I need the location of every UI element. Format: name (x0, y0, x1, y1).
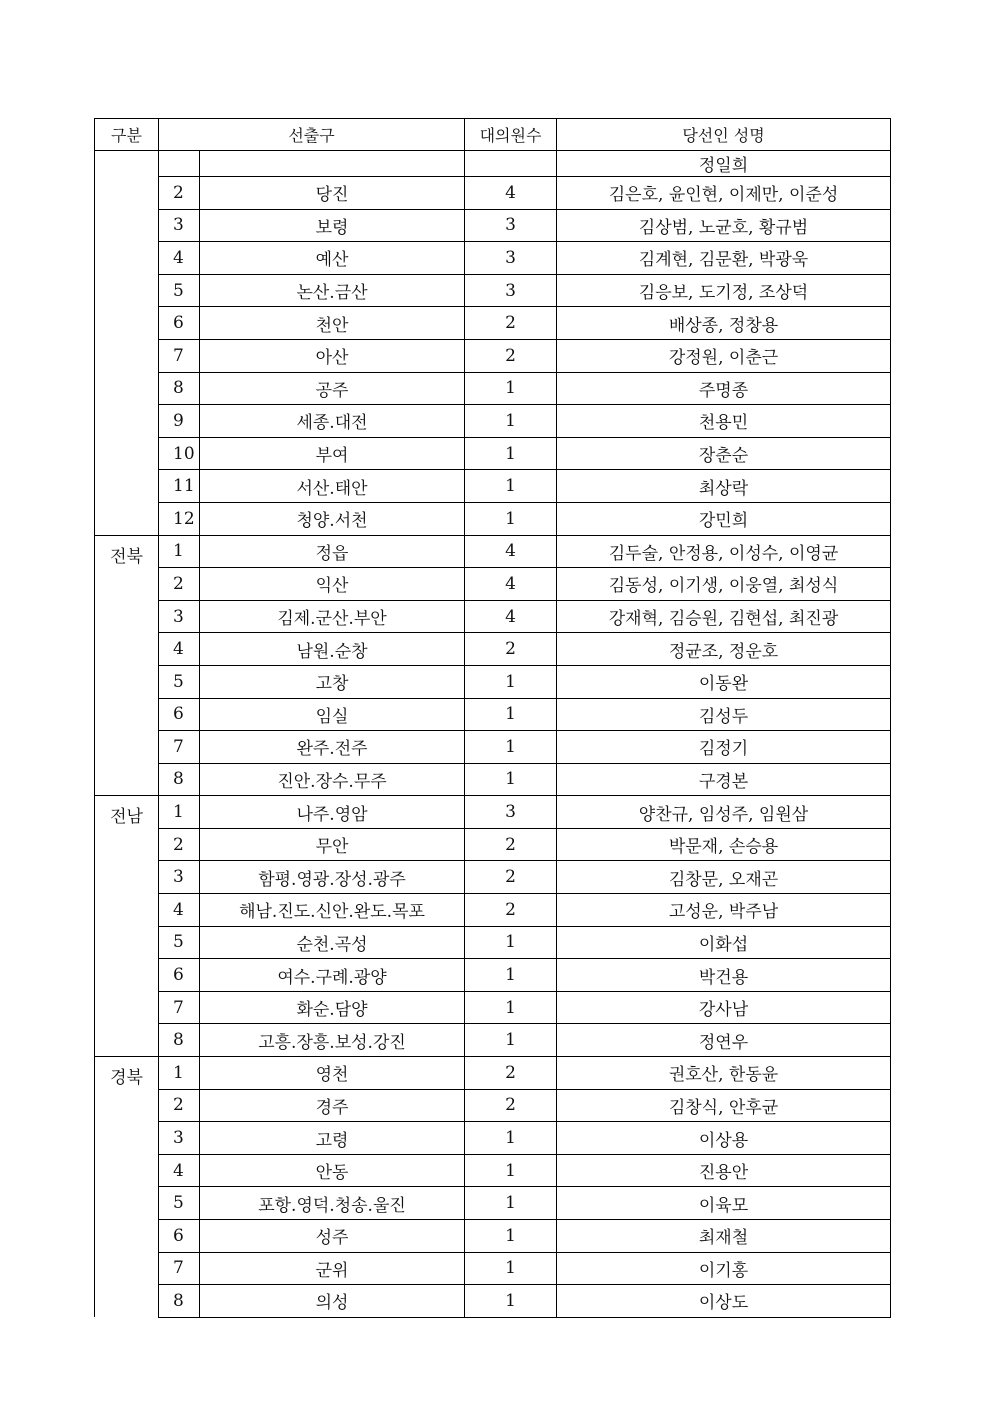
delegate-count-cell: 1 (465, 959, 557, 992)
table-row (95, 470, 891, 503)
header-count: 대의원수 (465, 119, 557, 151)
header-district: 선출구 (159, 119, 465, 151)
row-number-cell: 7 (159, 339, 200, 372)
delegate-count-cell: 3 (465, 274, 557, 307)
table-row (95, 1089, 891, 1122)
delegate-count-cell: 1 (465, 698, 557, 731)
delegate-count-cell: 4 (465, 177, 557, 210)
row-number-cell: 6 (159, 1220, 200, 1253)
elected-names-cell: 이상도 (557, 1285, 891, 1318)
elected-names-cell: 김창문, 오재곤 (557, 861, 891, 894)
region-cell (95, 151, 159, 536)
district-cell: 여수.구례.광양 (200, 959, 465, 992)
district-cell: 아산 (200, 339, 465, 372)
district-cell: 나주.영암 (200, 796, 465, 829)
elected-names-cell: 이기홍 (557, 1252, 891, 1285)
row-number-cell: 8 (159, 763, 200, 796)
delegate-count-cell: 1 (465, 926, 557, 959)
row-number-cell: 11 (159, 470, 200, 503)
delegate-count-cell: 3 (465, 242, 557, 275)
delegate-count-cell: 4 (465, 535, 557, 568)
district-cell: 당진 (200, 177, 465, 210)
district-cell: 세종.대전 (200, 405, 465, 438)
elected-names-cell: 강재혁, 김승원, 김현섭, 최진광 (557, 600, 891, 633)
row-number-cell: 4 (159, 242, 200, 275)
district-cell: 김제.군산.부안 (200, 600, 465, 633)
table-row (95, 665, 891, 698)
district-cell: 진안.장수.무주 (200, 763, 465, 796)
table-row (95, 1024, 891, 1057)
elected-names-cell: 구경본 (557, 763, 891, 796)
table-row (95, 405, 891, 438)
row-number-cell: 6 (159, 307, 200, 340)
table-row (95, 600, 891, 633)
elected-names-cell: 김정기 (557, 731, 891, 764)
district-cell: 고흥.장흥.보성.강진 (200, 1024, 465, 1057)
elected-names-cell: 양찬규, 임성주, 임원삼 (557, 796, 891, 829)
elected-names-cell: 배상종, 정창용 (557, 307, 891, 340)
table-row (95, 991, 891, 1024)
delegate-count-cell: 2 (465, 1089, 557, 1122)
row-number-cell: 2 (159, 1089, 200, 1122)
elected-names-cell: 정일희 (557, 151, 891, 177)
table-row (95, 1285, 891, 1318)
district-cell: 보령 (200, 209, 465, 242)
elected-names-cell: 이화섭 (557, 926, 891, 959)
table-row (95, 796, 891, 829)
table-row (95, 763, 891, 796)
elected-names-cell: 최재철 (557, 1220, 891, 1253)
district-cell: 임실 (200, 698, 465, 731)
table-row (95, 177, 891, 210)
district-cell: 경주 (200, 1089, 465, 1122)
row-number-cell: 3 (159, 861, 200, 894)
delegate-count-cell: 1 (465, 731, 557, 764)
elected-names-cell: 천용민 (557, 405, 891, 438)
district-cell: 순천.곡성 (200, 926, 465, 959)
delegate-count-cell: 1 (465, 437, 557, 470)
delegate-count-cell: 2 (465, 633, 557, 666)
district-cell: 부여 (200, 437, 465, 470)
district-cell: 함평.영광.장성.광주 (200, 861, 465, 894)
delegate-count-cell: 1 (465, 405, 557, 438)
table-row (95, 731, 891, 764)
row-number-cell: 10 (159, 437, 200, 470)
elected-names-cell: 권호산, 한동윤 (557, 1057, 891, 1090)
delegate-count-cell: 2 (465, 894, 557, 927)
table-row (95, 894, 891, 927)
elected-names-cell: 김상범, 노균호, 황규범 (557, 209, 891, 242)
row-number-cell: 12 (159, 502, 200, 535)
delegate-count-cell: 2 (465, 861, 557, 894)
table-row (95, 151, 891, 177)
elected-names-cell: 주명종 (557, 372, 891, 405)
delegate-table (94, 118, 891, 1318)
district-cell: 논산.금산 (200, 274, 465, 307)
delegate-count-cell: 1 (465, 502, 557, 535)
elected-names-cell: 진용안 (557, 1154, 891, 1187)
delegate-count-cell: 4 (465, 568, 557, 601)
row-number-cell: 8 (159, 1285, 200, 1318)
delegate-count-cell: 1 (465, 1154, 557, 1187)
delegate-count-cell: 1 (465, 470, 557, 503)
district-cell: 공주 (200, 372, 465, 405)
delegate-count-cell: 4 (465, 600, 557, 633)
header-row (95, 119, 891, 151)
delegate-count-cell: 1 (465, 372, 557, 405)
district-cell: 서산.태안 (200, 470, 465, 503)
elected-names-cell: 강사남 (557, 991, 891, 1024)
table-row (95, 274, 891, 307)
district-cell: 무안 (200, 828, 465, 861)
row-number-cell: 8 (159, 1024, 200, 1057)
row-number-cell: 3 (159, 209, 200, 242)
delegate-count-cell: 2 (465, 307, 557, 340)
elected-names-cell: 이동완 (557, 665, 891, 698)
elected-names-cell: 장춘순 (557, 437, 891, 470)
region-cell: 전남 (95, 796, 159, 1057)
row-number-cell: 4 (159, 633, 200, 666)
delegate-count-cell: 1 (465, 763, 557, 796)
row-number-cell: 8 (159, 372, 200, 405)
elected-names-cell: 김응보, 도기정, 조상덕 (557, 274, 891, 307)
delegate-count-cell: 3 (465, 209, 557, 242)
delegate-count-cell: 1 (465, 1220, 557, 1253)
table-row (95, 1154, 891, 1187)
row-number-cell: 6 (159, 698, 200, 731)
district-cell: 군위 (200, 1252, 465, 1285)
elected-names-cell: 김두술, 안정용, 이성수, 이영균 (557, 535, 891, 568)
table-row (95, 209, 891, 242)
header-names: 당선인 성명 (557, 119, 891, 151)
district-cell: 익산 (200, 568, 465, 601)
district-cell (200, 151, 465, 177)
elected-names-cell: 고성운, 박주남 (557, 894, 891, 927)
table-body (95, 151, 891, 1318)
district-cell: 성주 (200, 1220, 465, 1253)
district-cell: 영천 (200, 1057, 465, 1090)
delegate-count-cell: 1 (465, 1285, 557, 1318)
row-number-cell: 7 (159, 991, 200, 1024)
elected-names-cell: 정균조, 정운호 (557, 633, 891, 666)
delegate-count-cell: 2 (465, 339, 557, 372)
elected-names-cell: 이육모 (557, 1187, 891, 1220)
table-row (95, 535, 891, 568)
table-row (95, 926, 891, 959)
district-cell: 남원.순창 (200, 633, 465, 666)
elected-names-cell: 박문재, 손승용 (557, 828, 891, 861)
elected-names-cell: 강정원, 이춘근 (557, 339, 891, 372)
delegate-count-cell: 1 (465, 1122, 557, 1155)
delegate-count-cell: 2 (465, 828, 557, 861)
table-row (95, 307, 891, 340)
delegate-count-cell: 1 (465, 1024, 557, 1057)
row-number-cell (159, 151, 200, 177)
row-number-cell: 7 (159, 1252, 200, 1285)
row-number-cell: 1 (159, 1057, 200, 1090)
row-number-cell: 5 (159, 1187, 200, 1220)
table-row (95, 828, 891, 861)
row-number-cell: 1 (159, 535, 200, 568)
elected-names-cell: 최상락 (557, 470, 891, 503)
elected-names-cell: 김성두 (557, 698, 891, 731)
district-cell: 고령 (200, 1122, 465, 1155)
row-number-cell: 1 (159, 796, 200, 829)
district-cell: 천안 (200, 307, 465, 340)
elected-names-cell: 이상용 (557, 1122, 891, 1155)
district-cell: 의성 (200, 1285, 465, 1318)
table-row (95, 372, 891, 405)
row-number-cell: 6 (159, 959, 200, 992)
delegate-count-cell: 1 (465, 1252, 557, 1285)
region-cell: 경북 (95, 1057, 159, 1318)
elected-names-cell: 강민희 (557, 502, 891, 535)
row-number-cell: 4 (159, 894, 200, 927)
elected-names-cell: 김은호, 윤인현, 이제만, 이준성 (557, 177, 891, 210)
row-number-cell: 2 (159, 568, 200, 601)
table-row (95, 861, 891, 894)
table-row (95, 437, 891, 470)
district-cell: 화순.담양 (200, 991, 465, 1024)
district-cell: 완주.전주 (200, 731, 465, 764)
row-number-cell: 3 (159, 600, 200, 633)
row-number-cell: 3 (159, 1122, 200, 1155)
delegate-count-cell: 2 (465, 1057, 557, 1090)
table-row (95, 568, 891, 601)
region-cell: 전북 (95, 535, 159, 796)
row-number-cell: 4 (159, 1154, 200, 1187)
row-number-cell: 2 (159, 828, 200, 861)
row-number-cell: 7 (159, 731, 200, 764)
district-cell: 정읍 (200, 535, 465, 568)
table-row (95, 242, 891, 275)
elected-names-cell: 정연우 (557, 1024, 891, 1057)
district-cell: 청양.서천 (200, 502, 465, 535)
table-row (95, 502, 891, 535)
elected-names-cell: 박건용 (557, 959, 891, 992)
district-cell: 예산 (200, 242, 465, 275)
delegate-count-cell: 1 (465, 665, 557, 698)
elected-names-cell: 김동성, 이기생, 이웅열, 최성식 (557, 568, 891, 601)
delegate-count-cell (465, 151, 557, 177)
table-row (95, 1220, 891, 1253)
district-cell: 안동 (200, 1154, 465, 1187)
delegate-count-cell: 1 (465, 1187, 557, 1220)
table-row (95, 633, 891, 666)
table-row (95, 1187, 891, 1220)
district-cell: 포항.영덕.청송.울진 (200, 1187, 465, 1220)
header-region: 구분 (95, 119, 159, 151)
delegate-count-cell: 3 (465, 796, 557, 829)
elected-names-cell: 김창식, 안후균 (557, 1089, 891, 1122)
table-row (95, 339, 891, 372)
row-number-cell: 5 (159, 926, 200, 959)
elected-names-cell: 김계현, 김문환, 박광욱 (557, 242, 891, 275)
table-row (95, 1057, 891, 1090)
table-row (95, 1252, 891, 1285)
district-cell: 해남.진도.신안.완도.목포 (200, 894, 465, 927)
delegate-count-cell: 1 (465, 991, 557, 1024)
row-number-cell: 2 (159, 177, 200, 210)
table-row (95, 698, 891, 731)
row-number-cell: 5 (159, 665, 200, 698)
table-row (95, 959, 891, 992)
district-cell: 고창 (200, 665, 465, 698)
row-number-cell: 5 (159, 274, 200, 307)
table-row (95, 1122, 891, 1155)
row-number-cell: 9 (159, 405, 200, 438)
